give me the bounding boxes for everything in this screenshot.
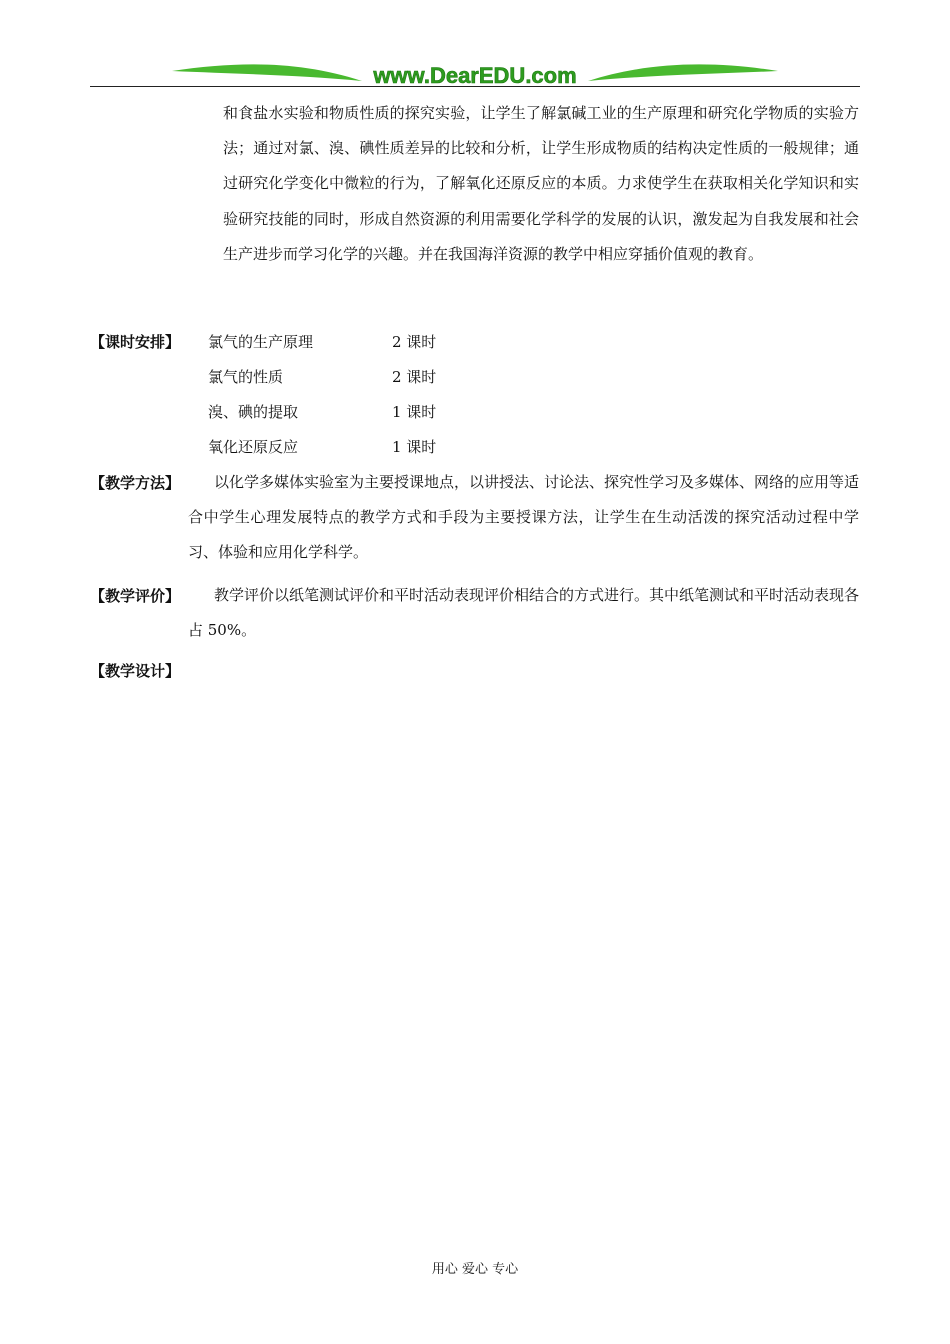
logo-swoosh-right xyxy=(588,64,778,81)
logo-swoosh-left xyxy=(172,64,362,81)
intro-paragraph: 和食盐水实验和物质性质的探究实验，让学生了解氯碱工业的生产原理和研究化学物质的实验方法；通过对氯、溴、碘性质差异的比较和分析，让学生形成物质的结构决定性质的一般规律；通过研究化学变化中微粒的行为，了解氧化还原反应的本质。力求使学生在获取相关化学知识和实验研究技能的同时，形成自然资源的利用需要化学科学的发展的认识，激发起为自我发展和社会生产进步而学习化学的兴趣。并在我国海洋资源的教学中相应穿插价值观的教育。 xyxy=(223,104,859,263)
schedule-topic: 氯气的性质 xyxy=(208,368,284,386)
evaluation-text: 教学评价以纸笔测试评价和平时活动表现评价相结合的方式进行。其中纸笔测试和平时活动表现各占 50%。 xyxy=(188,586,860,640)
evaluation-label: 【教学评价】 xyxy=(90,587,181,605)
schedule-label: 【课时安排】 xyxy=(90,333,181,351)
schedule-hours: 2 课时 xyxy=(392,368,437,386)
schedule-hours: 1 课时 xyxy=(392,438,437,456)
schedule-hours: 1 课时 xyxy=(392,403,437,421)
page-footer: 用心 爱心 专心 xyxy=(431,1262,519,1277)
header-rule xyxy=(90,86,860,87)
method-text: 以化学多媒体实验室为主要授课地点，以讲授法、讨论法、探究性学习及多媒体、网络的应用等适合中学生心理发展特点的教学方式和手段为主要授课方法，让学生在生动活泼的探究活动过程中学习、体验和应用化学科学。 xyxy=(188,473,860,562)
schedule-hours: 2 课时 xyxy=(392,333,437,351)
method-label: 【教学方法】 xyxy=(90,474,181,492)
schedule-topic: 溴、碘的提取 xyxy=(208,403,299,421)
schedule-topic: 氧化还原反应 xyxy=(208,438,299,456)
logo-text: www.DearEDU.com xyxy=(373,63,577,88)
design-label: 【教学设计】 xyxy=(90,662,181,680)
schedule-topic: 氯气的生产原理 xyxy=(208,333,314,351)
